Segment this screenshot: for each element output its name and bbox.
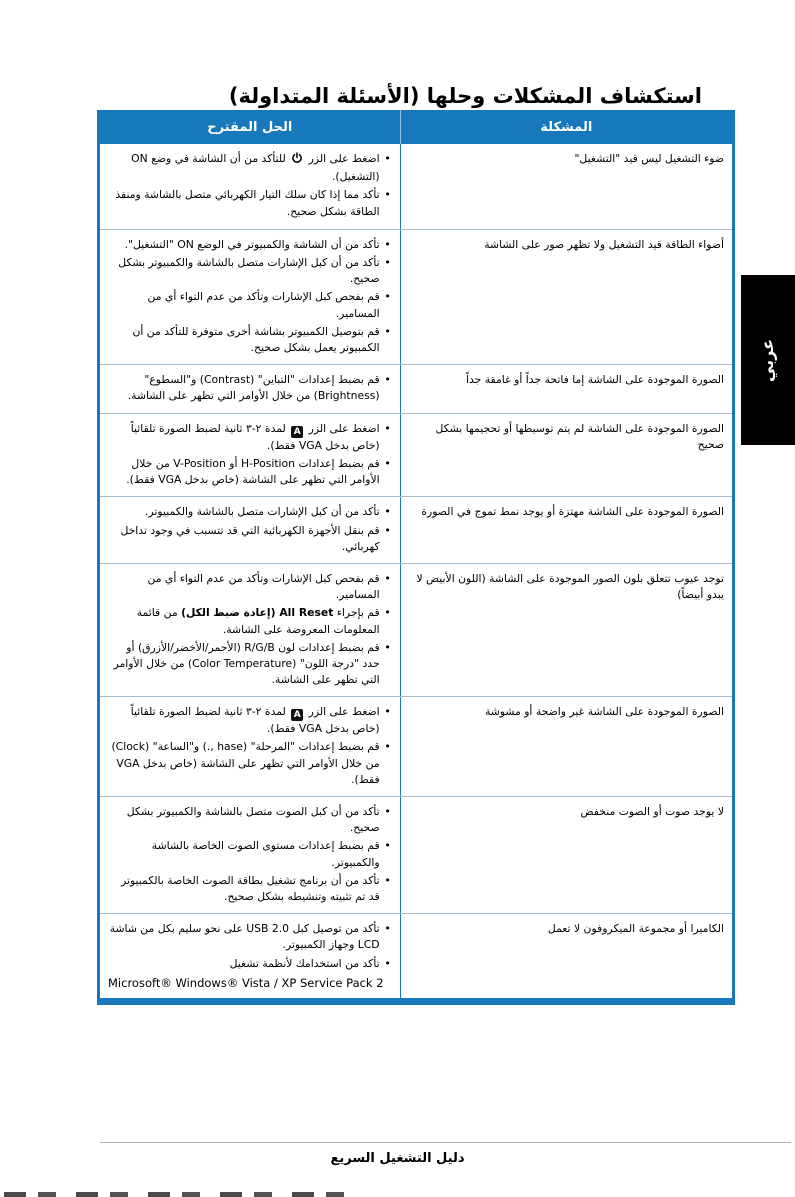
solution-cell (99, 413, 401, 497)
solution-cell (99, 497, 401, 564)
solution-cell (99, 365, 401, 413)
bullet-text: قم بضبط إعدادات "المرحلة" (hase ,.) و"الساعة" (Clock) من خلال الأوامر التي تظهر على الشاشة (خاص بدخل VGA فقط). (111, 740, 380, 786)
problem-text: الكاميرا أو مجموعة الميكروفون لا تعمل (547, 922, 724, 936)
column-header-solution: الحل المقترح (99, 110, 401, 144)
solution-cell (99, 144, 401, 229)
bullet-dot: • (384, 421, 391, 435)
bullet-item (108, 324, 392, 356)
page-title: استكشاف المشكلات وحلها (الأسئلة المتداولة) (228, 84, 702, 109)
troubleshooting-table-wrap (97, 110, 735, 1005)
bullet-dot: • (384, 571, 391, 585)
bullet-text: تأكد من أن كبل الإشارات متصل بالشاشة والكمبيوتر بشكل صحيح. (118, 256, 380, 286)
bullet-dot: • (384, 805, 391, 818)
problem-text: لا يوجد صوت أو الصوت منخفض (580, 805, 724, 818)
bullet-text: قم بإجراء All Reset (إعادة ضبط الكل) من قائمة المعلومات المعروضة على الشاشة. (136, 606, 380, 636)
bullet-dot: • (384, 956, 391, 970)
solution-cell (99, 797, 401, 914)
solution-cell (99, 914, 401, 1002)
bullet-text: قم بفحص كبل الإشارات وتأكد من عدم التواء أي من المسامير. (147, 290, 380, 320)
problem-text: الصورة الموجودة على الشاشة إما فاتحة جداً أو غامقة جداً (465, 373, 724, 387)
bullet-dot: • (384, 873, 391, 887)
bullet-dot: • (384, 152, 391, 165)
bullet-item (108, 640, 392, 689)
problem-cell (400, 413, 733, 497)
problem-cell (400, 365, 733, 413)
bullet-text: تأكد من استخدامك لأنظمة تشغيل (229, 956, 380, 970)
problem-text: أضواء الطاقة قيد التشغيل ولا تظهر صور على الشاشة (484, 237, 724, 251)
problem-text: توجد عيوب تتعلق بلون الصور الموجودة على الشاشة (اللون الأبيض لا يبدو أبيضاً) (416, 571, 724, 602)
table-row (99, 797, 734, 914)
bullet-item (108, 255, 392, 287)
bullet-item (108, 873, 392, 905)
column-header-problem: المشكلة (400, 110, 733, 144)
problem-cell (400, 144, 733, 229)
problem-cell (400, 797, 733, 914)
bullet-text: تأكد من توصيل كبل USB 2.0 على نحو سليم بكل من شاشة LCD وجهاز الكمبيوتر. (109, 922, 380, 952)
table-header-row (99, 110, 734, 144)
table-row (99, 497, 734, 564)
problem-cell (400, 697, 733, 797)
bullet-dot: • (384, 256, 391, 269)
bullet-item (108, 187, 392, 219)
problem-cell (400, 563, 733, 696)
bullet-text: قم بضبط إعدادات H-Position أو V-Position من خلال الأوامر التي تظهر على الشاشة (خاص بدخل VGA فقط). (126, 456, 380, 486)
bullet-dot: • (384, 839, 391, 853)
power-button-icon (291, 152, 303, 169)
bullet-item (108, 456, 392, 488)
table-row (99, 229, 734, 365)
table-row (99, 914, 734, 1002)
bullet-dot: • (384, 290, 391, 304)
bullet-text: تأكد من أن برنامج تشغيل بطاقة الصوت الخاصة بالكمبيوتر قد تم تثبيته وتنشيطه بشكل صحيح. (121, 873, 380, 903)
bullet-dot: • (384, 188, 391, 202)
bullet-text: قم بفحص كبل الإشارات وتأكد من عدم التواء أي من المسامير. (147, 571, 380, 602)
bullet-text: تأكد من أن كبل الصوت متصل بالشاشة والكمبيوتر بشكل صحيح. (126, 805, 380, 835)
bullet-text: قم بتوصيل الكمبيوتر بشاشة أخرى متوفرة للتأكد من أن الكمبيوتر يعمل بشكل صحيح. (132, 324, 380, 354)
problem-text: ضوء التشغيل ليس قيد "التشغيل" (574, 152, 724, 165)
footer-title: دليل التشغيل السريع (330, 1151, 465, 1166)
table-body (99, 144, 734, 1002)
problem-cell (400, 497, 733, 564)
bullet-item (108, 605, 392, 637)
os-requirement-line: Microsoft® Windows® Vista / XP Service Pack 2 (108, 976, 384, 990)
bullet-item (108, 289, 392, 321)
bullet-item (108, 838, 392, 870)
bullet-item (108, 372, 392, 404)
table-row (99, 697, 734, 797)
bullet-text: قم بضبط إعدادات لون R/G/B (الأحمر/الأخضر/الأزرق) أو حدد "درجة اللون" (Color Temperature) من خلال الأوامر التي تظهر على الشاشة. (113, 640, 380, 687)
bullet-item (108, 523, 392, 555)
bullet-item (108, 571, 392, 603)
auto-adjust-key-icon: A (291, 426, 303, 438)
troubleshooting-table (97, 110, 735, 1005)
solution-cell (99, 563, 401, 696)
table-row (99, 413, 734, 497)
bullet-item (108, 739, 392, 788)
bullet-dot: • (384, 505, 391, 519)
bullet-item (108, 704, 392, 737)
bullet-text: قم بضبط إعدادات "التباين" (Contrast) و"السطوع" (Brightness) من خلال الأوامر التي تظهر على الشاشة. (127, 373, 380, 403)
bullet-text: تأكد من أن كبل الإشارات متصل بالشاشة والكمبيوتر. (145, 505, 380, 519)
table-row (99, 144, 734, 229)
problem-text: الصورة الموجودة على الشاشة لم يتم توسيطها أو تحجيمها بشكل صحيح (435, 421, 724, 451)
arabic-language-tab (741, 275, 795, 445)
bullet-item (108, 804, 392, 836)
footer-rule (100, 1142, 791, 1143)
bullet-dot: • (384, 705, 391, 719)
bullet-text: اضغط على الزر A لمدة ٢-٣ ثانية لضبط الصورة تلقائياً (خاص بدخل VGA فقط). (130, 421, 380, 452)
problem-cell (400, 914, 733, 1002)
bullet-text: تأكد مما إذا كان سلك التيار الكهربائي متصل بالشاشة ومنفذ الطاقة بشكل صحيح. (115, 188, 380, 218)
bullet-item (108, 151, 392, 185)
bullet-item (108, 921, 392, 953)
bullet-dot: • (384, 456, 391, 470)
solution-cell (99, 229, 401, 365)
bullet-dot: • (384, 324, 391, 338)
problem-cell (400, 229, 733, 365)
bullet-text: اضغط على الزر للتأكد من أن الشاشة في وضع ON (التشغيل). (131, 152, 380, 184)
bullet-text: قم بضبط إعدادات مستوى الصوت الخاصة بالشاشة والكمبيوتر. (151, 839, 380, 869)
bullet-text: تأكد من أن الشاشة والكمبيوتر في الوضع ON "التشغيل". (124, 237, 380, 251)
bullet-item (108, 237, 392, 254)
table-row (99, 563, 734, 696)
bullet-item (108, 956, 392, 973)
table-row (99, 365, 734, 413)
bullet-text: قم بنقل الأجهزة الكهربائية التي قد تتسبب في وجود تداخل كهربائي. (120, 523, 380, 553)
problem-text: الصورة الموجودة على الشاشة مهتزة أو يوجد نمط تموج في الصورة (421, 505, 724, 519)
bullet-item (108, 421, 392, 454)
bullet-text: اضغط على الزر A لمدة ٢-٣ ثانية لضبط الصورة تلقائياً (خاص بدخل VGA فقط). (130, 705, 380, 736)
arabic-language-tab-label: عربي (758, 338, 778, 382)
bullet-dot: • (384, 640, 391, 654)
cutoff-print-line (4, 1192, 344, 1197)
solution-cell (99, 697, 401, 797)
auto-adjust-key-icon: A (291, 709, 303, 721)
bullet-dot: • (384, 922, 391, 936)
bullet-dot: • (384, 740, 391, 754)
bullet-item (108, 504, 392, 521)
bullet-dot: • (384, 373, 391, 387)
problem-text: الصورة الموجودة على الشاشة غير واضحة أو مشوشة (484, 705, 724, 719)
bullet-dot: • (384, 606, 391, 620)
bullet-dot: • (384, 523, 391, 537)
bullet-dot: • (384, 237, 391, 251)
